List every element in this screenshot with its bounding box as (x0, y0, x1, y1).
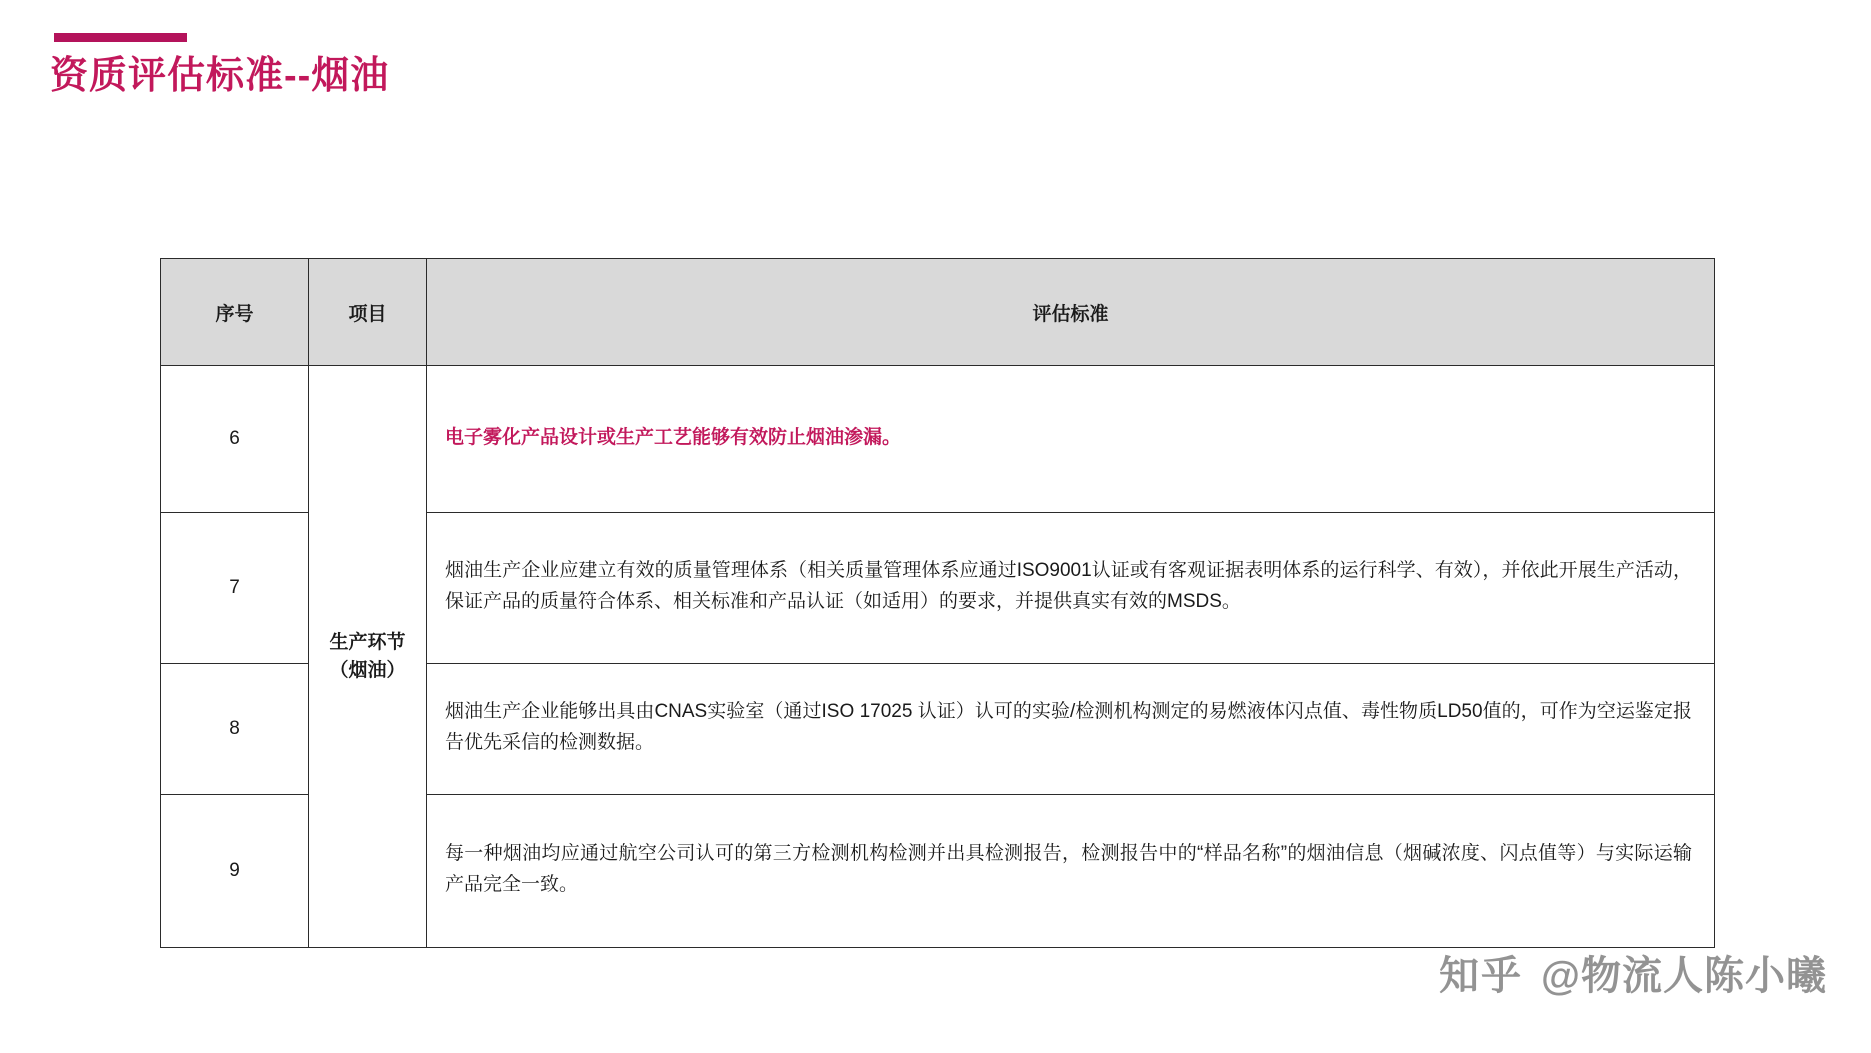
column-header-item: 项目 (309, 259, 427, 366)
item-group-label (309, 366, 427, 948)
page-title: 资质评估标准--烟油 (50, 55, 390, 97)
title-accent-rule (54, 33, 187, 42)
row-standard-text: 烟油生产企业应建立有效的质量管理体系（相关质量管理体系应通过ISO9001认证或有客观证据表明体系的运行科学、有效），并依此开展生产活动，保证产品的质量符合体系、相关标准和产品认证（如适用）的要求，并提供真实有效的MSDS。 (427, 513, 1715, 664)
table-row (161, 366, 1715, 513)
row-number: 6 (161, 366, 309, 513)
row-number: 8 (161, 664, 309, 795)
table-header (161, 259, 1715, 366)
table-body (161, 366, 1715, 948)
item-group-label-line1: 生产环节 (329, 631, 406, 653)
watermark-site-name: 知乎 (1438, 954, 1523, 998)
row-standard-text: 烟油生产企业能够出具由CNAS实验室（通过ISO 17025 认证）认可的实验/检测机构测定的易燃液体闪点值、毒性物质LD50值的，可作为空运鉴定报告优先采信的检测数据。 (427, 664, 1715, 795)
table-header-row (161, 259, 1715, 366)
column-header-no: 序号 (161, 259, 309, 366)
row-number: 7 (161, 513, 309, 664)
row-standard-text: 每一种烟油均应通过航空公司认可的第三方检测机构检测并出具检测报告，检测报告中的“样品名称”的烟油信息（烟碱浓度、闪点值等）与实际运输产品完全一致。 (427, 795, 1715, 948)
row-number: 9 (161, 795, 309, 948)
evaluation-criteria-table (160, 258, 1715, 948)
row-standard-text: 电子雾化产品设计或生产工艺能够有效防止烟油渗漏。 (427, 366, 1715, 513)
column-header-standard: 评估标准 (427, 259, 1715, 366)
watermark (1439, 944, 1827, 1001)
watermark-author-handle: @物流人陈小曦 (1540, 954, 1827, 998)
item-group-label-line2: （烟油） (329, 659, 406, 681)
evaluation-table-container (160, 258, 1715, 948)
